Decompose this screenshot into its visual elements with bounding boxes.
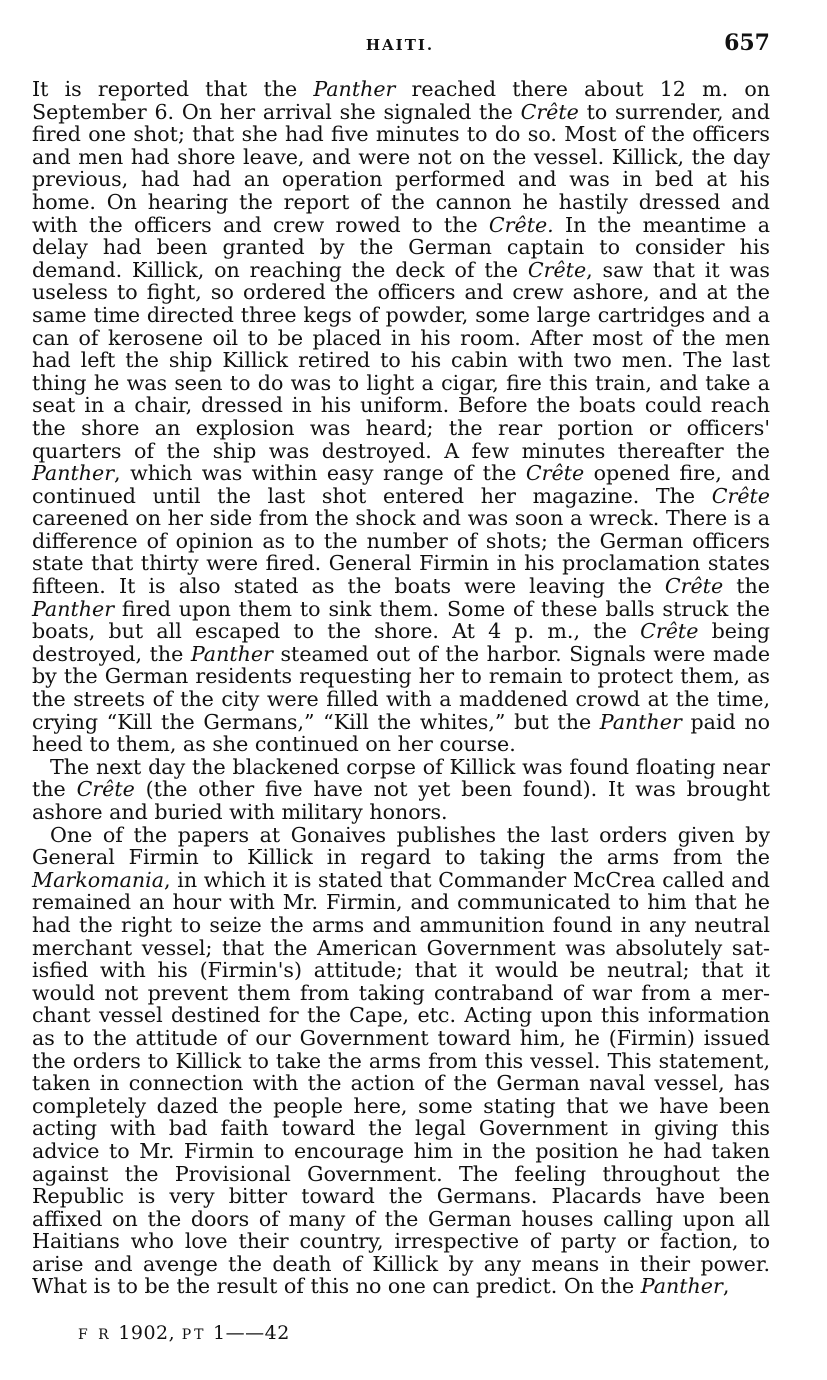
italic-text-run: Crête bbox=[525, 461, 585, 486]
italic-text-run: Panther bbox=[190, 641, 273, 666]
running-head: HAITI. bbox=[365, 36, 435, 54]
page-header bbox=[30, 30, 770, 60]
text-run: steamed out of the harbor. Signals were made by the German residents requesting her to remain to protect them, as the streets of the city were filled with a maddened crowd at the time, crying “Kill the Germans,” “Kill the whites,” but the bbox=[32, 641, 771, 734]
text-run: , bbox=[722, 1274, 730, 1299]
signature-mark bbox=[78, 1322, 290, 1344]
italic-text-run: Panther bbox=[640, 1274, 723, 1299]
text-run: , which was within easy range of the bbox=[114, 461, 526, 486]
italic-text-run: Crête bbox=[76, 777, 135, 802]
body-text bbox=[32, 78, 770, 1298]
text-run: the bbox=[723, 574, 770, 599]
text-run: reached there about 12 m. on September 6. On her arrival she signaled the bbox=[32, 77, 770, 124]
text-run: being destroyed, the bbox=[32, 619, 770, 666]
text-run: opened fire, and continued until the last shot entered her magazine. The bbox=[32, 461, 771, 508]
paragraph-2 bbox=[32, 756, 770, 824]
signature-part-label: PT bbox=[181, 1327, 207, 1343]
text-run: The next day the blackened corpse of Killick was found floating near the bbox=[32, 754, 770, 802]
text-run: careened on her side from the shock and was soon a wreck. There is a difference of opinion as to the number of shots; the German officers state that thirty were fired. General Firmin in his proclamation states fifteen. It is also stated as the boats were leaving the bbox=[32, 506, 770, 599]
italic-text-run: Crête bbox=[527, 257, 587, 282]
paragraph-3 bbox=[32, 824, 770, 1298]
italic-text-run: Panther bbox=[313, 77, 396, 101]
paragraph-1 bbox=[32, 78, 770, 756]
italic-text-run: Panther bbox=[599, 709, 682, 734]
italic-text-run: Crête bbox=[711, 483, 770, 508]
italic-text-run: Crête bbox=[664, 574, 724, 599]
italic-text-run: Panther bbox=[32, 461, 115, 486]
text-run: fired upon them to sink them. Some of these balls struck the boats, but all escaped to the shore. At 4 p. m., the bbox=[32, 596, 770, 644]
page-number: 657 bbox=[724, 30, 770, 56]
italic-text-run: Panther bbox=[32, 596, 115, 621]
signature-year: 1902, bbox=[118, 1322, 176, 1344]
text-run: , in which it is stated that Commander McCrea called and remained an hour with Mr. Firmin, and communicated to him that he had the right to seize the arms and ammunition found in any neutral merchant vessel; that the American Government was absolutely satisfied with his (Firmin's) attitude; that it would be neutral; that it would not prevent them from taking contraband of war from a merchant vessel destined for the Cape, etc. Acting upon this information as to the attitude of our Government toward him, he (Firmin) issued the orders to Killick to take the arms from this vessel. This statement, taken in connection with the action of the German naval vessel, has completely dazed the people here, some stating that we have been acting with bad faith toward the legal Government in giving this advice to Mr. Firmin to encourage him in the position he had taken against the Provisional Government. The feeling throughout the Republic is very bitter toward the Germans. Placards have been affixed on the doors of many of the German houses calling upon all Haitians who love their country, irrespective of party or faction, to arise and avenge the death of Killick by any means in their power. What is to be the result of this no one can predict. On the bbox=[32, 867, 770, 1299]
text-run: One of the papers at Gonaives publishes the last orders given by General Firmin to Killick in regard to taking the arms from the bbox=[32, 822, 770, 870]
signature-prefix: F R bbox=[78, 1327, 112, 1343]
text-run: (the other five have not yet been found). It was brought ashore and buried with military honors. bbox=[32, 777, 770, 824]
text-run: to surrender, and fired one shot; that she had five minutes to do so. Most of the officers and men had shore leave, and were not on the vessel. Killick, the day previous, had had an operation performed and was in bed at his home. On hearing the report of the cannon he hastily dressed and with the officers and crew rowed to the bbox=[32, 99, 770, 237]
italic-text-run: Crête bbox=[520, 99, 579, 124]
text-run: It is reported that the bbox=[32, 77, 314, 101]
italic-text-run: Markomania bbox=[32, 867, 165, 892]
text-run: paid no heed to them, as she continued on her course. bbox=[32, 709, 771, 757]
italic-text-run: Crête bbox=[640, 619, 699, 644]
italic-text-run: Crête. bbox=[488, 212, 554, 237]
text-run: , saw that it was useless to fight, so ordered the officers and crew ashore, and at the same time directed three kegs of powder, some large cartridges and a can of kerosene oil to be placed in his room. After most of the men had left the ship Killick retired to his cabin with two men. The last thing he was seen to do was to light a cigar, fire this train, and take a seat in a chair, dressed in his uniform. Before the boats could reach the shore an explosion was heard; the rear portion or officers' quarters of the ship was destroyed. A few minutes thereafter the bbox=[32, 257, 770, 463]
text-run: In the meantime a delay had been granted by the German captain to consider his demand. Killick, on reaching the deck of the bbox=[32, 212, 771, 282]
signature-part-value: 1——42 bbox=[213, 1322, 290, 1344]
